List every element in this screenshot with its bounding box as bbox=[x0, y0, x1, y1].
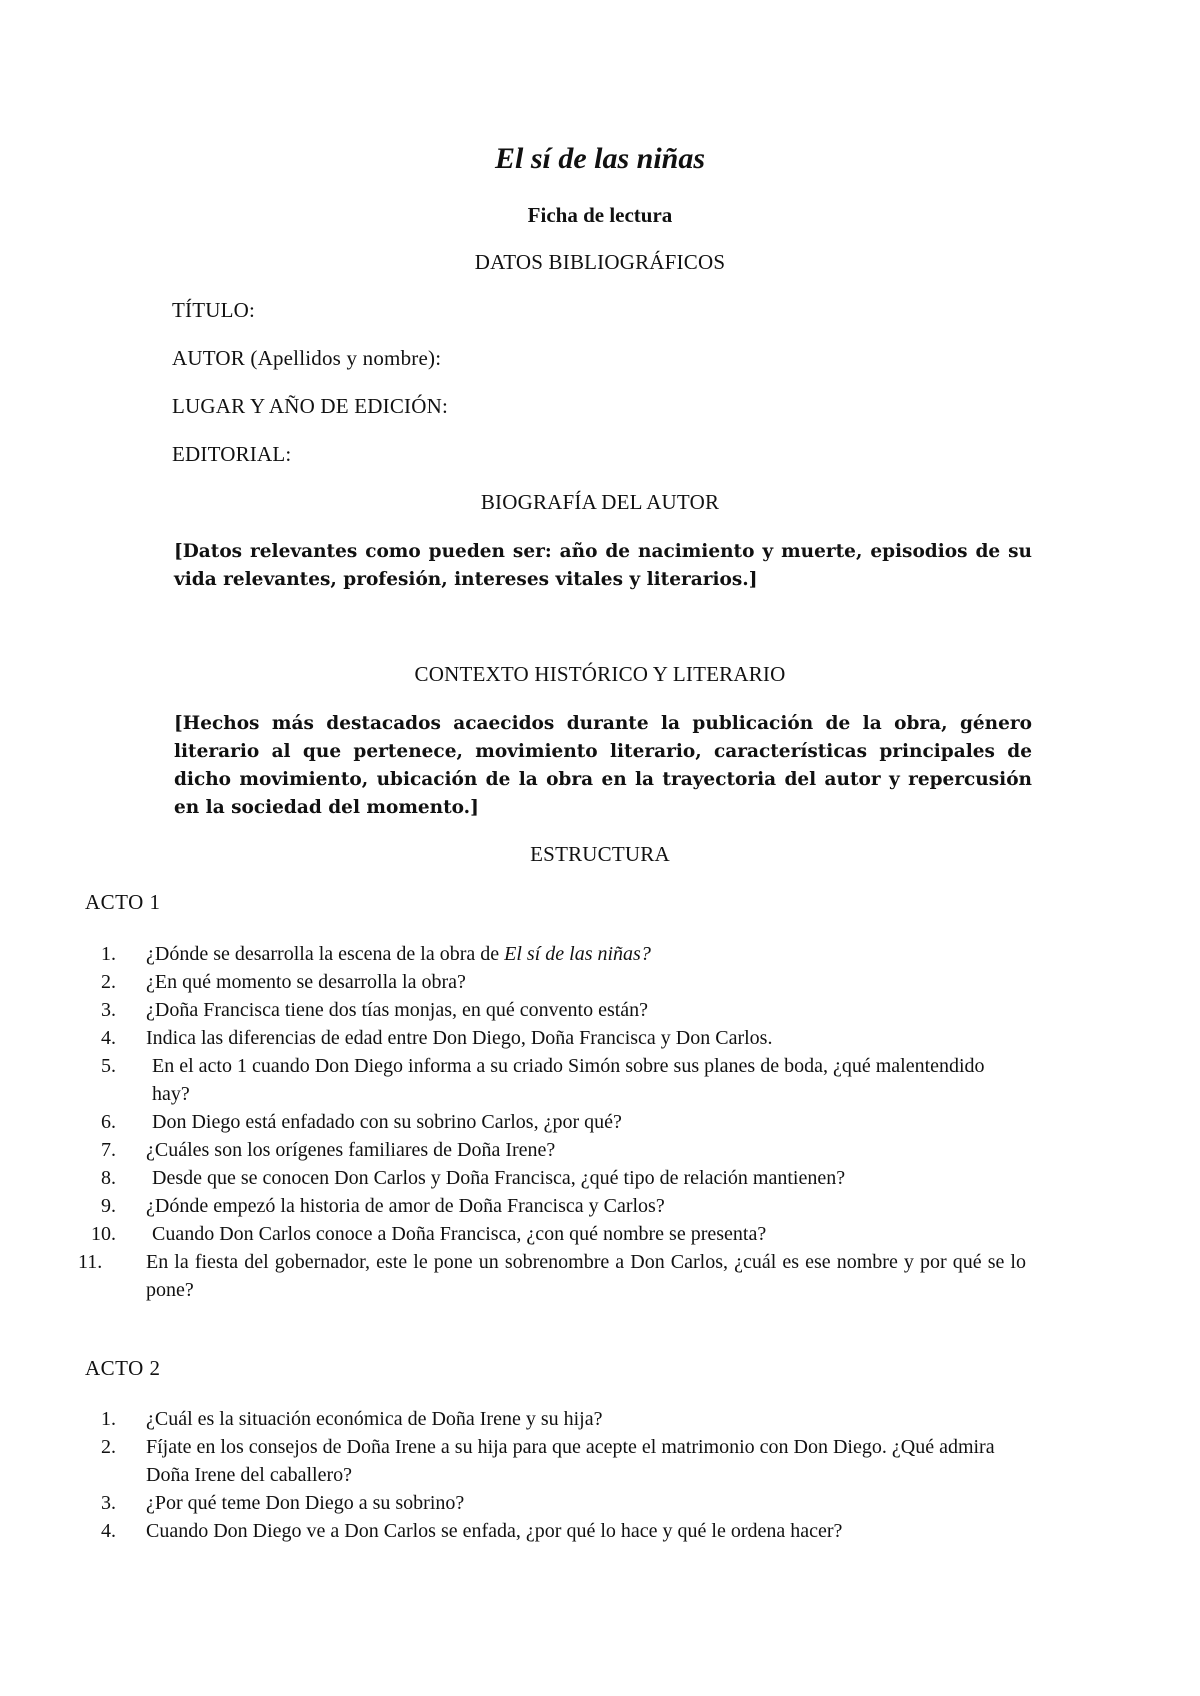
context-heading: CONTEXTO HISTÓRICO Y LITERARIO bbox=[414, 662, 786, 686]
list-item: 4. Indica las diferencias de edad entre Don Diego, Doña Francisca y Don Carlos. bbox=[101, 1027, 773, 1049]
act-2-questions bbox=[0, 1405, 1200, 1545]
list-item: 8. Desde que se conocen Don Carlos y Doña Francisca, ¿qué tipo de relación mantienen? bbox=[101, 1167, 846, 1189]
list-item: 3. ¿Por qué teme Don Diego a su sobrino? bbox=[101, 1492, 465, 1514]
list-item: 2. Fíjate en los consejos de Doña Irene a su hija para que acepte el matrimonio con Don Diego. ¿Qué admira Doña Irene del caballero? bbox=[101, 1436, 995, 1486]
question-text: Cuando Don Diego ve a Don Carlos se enfada, ¿por qué lo hace y qué le ordena hacer? bbox=[146, 1520, 843, 1542]
question-text: Fíjate en los consejos de Doña Irene a su hija para que acepte el matrimonio con Don Diego. ¿Qué admira Doña Irene del caballero? bbox=[146, 1436, 995, 1486]
field-title: TÍTULO: bbox=[172, 298, 256, 322]
list-item: 2. ¿En qué momento se desarrolla la obra? bbox=[101, 971, 466, 993]
field-publisher: EDITORIAL: bbox=[172, 442, 292, 466]
list-item: 1. ¿Cuál es la situación económica de Doña Irene y su hija? bbox=[101, 1408, 603, 1430]
list-item: 6. Don Diego está enfadado con su sobrino Carlos, ¿por qué? bbox=[101, 1111, 622, 1133]
list-item: 1. ¿Dónde se desarrolla la escena de la obra de El sí de las niñas? bbox=[101, 943, 651, 965]
question-text: ¿Cuáles son los orígenes familiares de Doña Irene? bbox=[146, 1139, 556, 1161]
bibliographic-heading: DATOS BIBLIOGRÁFICOS bbox=[474, 250, 726, 274]
question-emphasis: El sí de las niñas? bbox=[504, 943, 651, 965]
biography-heading: BIOGRAFÍA DEL AUTOR bbox=[480, 490, 720, 514]
question-text: ¿Doña Francisca tiene dos tías monjas, en qué convento están? bbox=[146, 999, 649, 1021]
context-note: [Hechos más destacados acaecidos durante la publicación de la obra, género literario al que pertenece, movimiento literario, características principales de dicho movimiento, ubicación de la obra en la trayectoria del autor y repercusión en la sociedad del momento.] bbox=[174, 713, 1032, 818]
question-text: Cuando Don Carlos conoce a Doña Francisca, ¿con qué nombre se presenta? bbox=[152, 1223, 767, 1245]
list-item: 3. ¿Doña Francisca tiene dos tías monjas, en qué convento están? bbox=[101, 999, 649, 1021]
list-item: 11. En la fiesta del gobernador, este le pone un sobrenombre a Don Carlos, ¿cuál es ese nombre y por qué se lo pone? bbox=[78, 1251, 1026, 1301]
biography-note: [Datos relevantes como pueden ser: año de nacimiento y muerte, episodios de su vida relevantes, profesión, intereses vitales y literarios.] bbox=[174, 541, 1032, 590]
question-text: ¿En qué momento se desarrolla la obra? bbox=[146, 971, 466, 993]
question-text: En el acto 1 cuando Don Diego informa a su criado Simón sobre sus planes de boda, ¿qué malentendido hay? bbox=[152, 1055, 985, 1105]
document-title: El sí de las niñas bbox=[494, 142, 706, 175]
field-place-year: LUGAR Y AÑO DE EDICIÓN: bbox=[172, 394, 449, 418]
question-text: Don Diego está enfadado con su sobrino Carlos, ¿por qué? bbox=[152, 1111, 622, 1133]
act-1-heading: ACTO 1 bbox=[85, 890, 161, 914]
list-item: 9. ¿Dónde empezó la historia de amor de Doña Francisca y Carlos? bbox=[101, 1195, 665, 1217]
field-author: AUTOR (Apellidos y nombre): bbox=[172, 346, 442, 370]
question-text: En la fiesta del gobernador, este le pone un sobrenombre a Don Carlos, ¿cuál es ese nombre y por qué se lo pone? bbox=[146, 1251, 1026, 1301]
list-item: 10. Cuando Don Carlos conoce a Doña Francisca, ¿con qué nombre se presenta? bbox=[91, 1223, 767, 1245]
act-2-heading: ACTO 2 bbox=[85, 1356, 161, 1380]
document-subtitle: Ficha de lectura bbox=[527, 203, 673, 227]
structure-heading: ESTRUCTURA bbox=[530, 842, 670, 866]
act-1-questions bbox=[0, 940, 1200, 1304]
list-item: 4. Cuando Don Diego ve a Don Carlos se enfada, ¿por qué lo hace y qué le ordena hacer? bbox=[101, 1520, 843, 1542]
list-item: 5. En el acto 1 cuando Don Diego informa a su criado Simón sobre sus planes de boda, ¿qué malentendido hay? bbox=[101, 1055, 985, 1105]
question-text: ¿Dónde empezó la historia de amor de Doña Francisca y Carlos? bbox=[146, 1195, 665, 1217]
question-text: ¿Por qué teme Don Diego a su sobrino? bbox=[146, 1492, 465, 1514]
list-item: 7. ¿Cuáles son los orígenes familiares de Doña Irene? bbox=[101, 1139, 556, 1161]
question-text: Desde que se conocen Don Carlos y Doña Francisca, ¿qué tipo de relación mantienen? bbox=[152, 1167, 846, 1189]
question-text: Indica las diferencias de edad entre Don Diego, Doña Francisca y Don Carlos. bbox=[146, 1027, 773, 1049]
question-text: ¿Dónde se desarrolla la escena de la obra de bbox=[146, 943, 505, 965]
question-text: ¿Cuál es la situación económica de Doña Irene y su hija? bbox=[146, 1408, 603, 1430]
